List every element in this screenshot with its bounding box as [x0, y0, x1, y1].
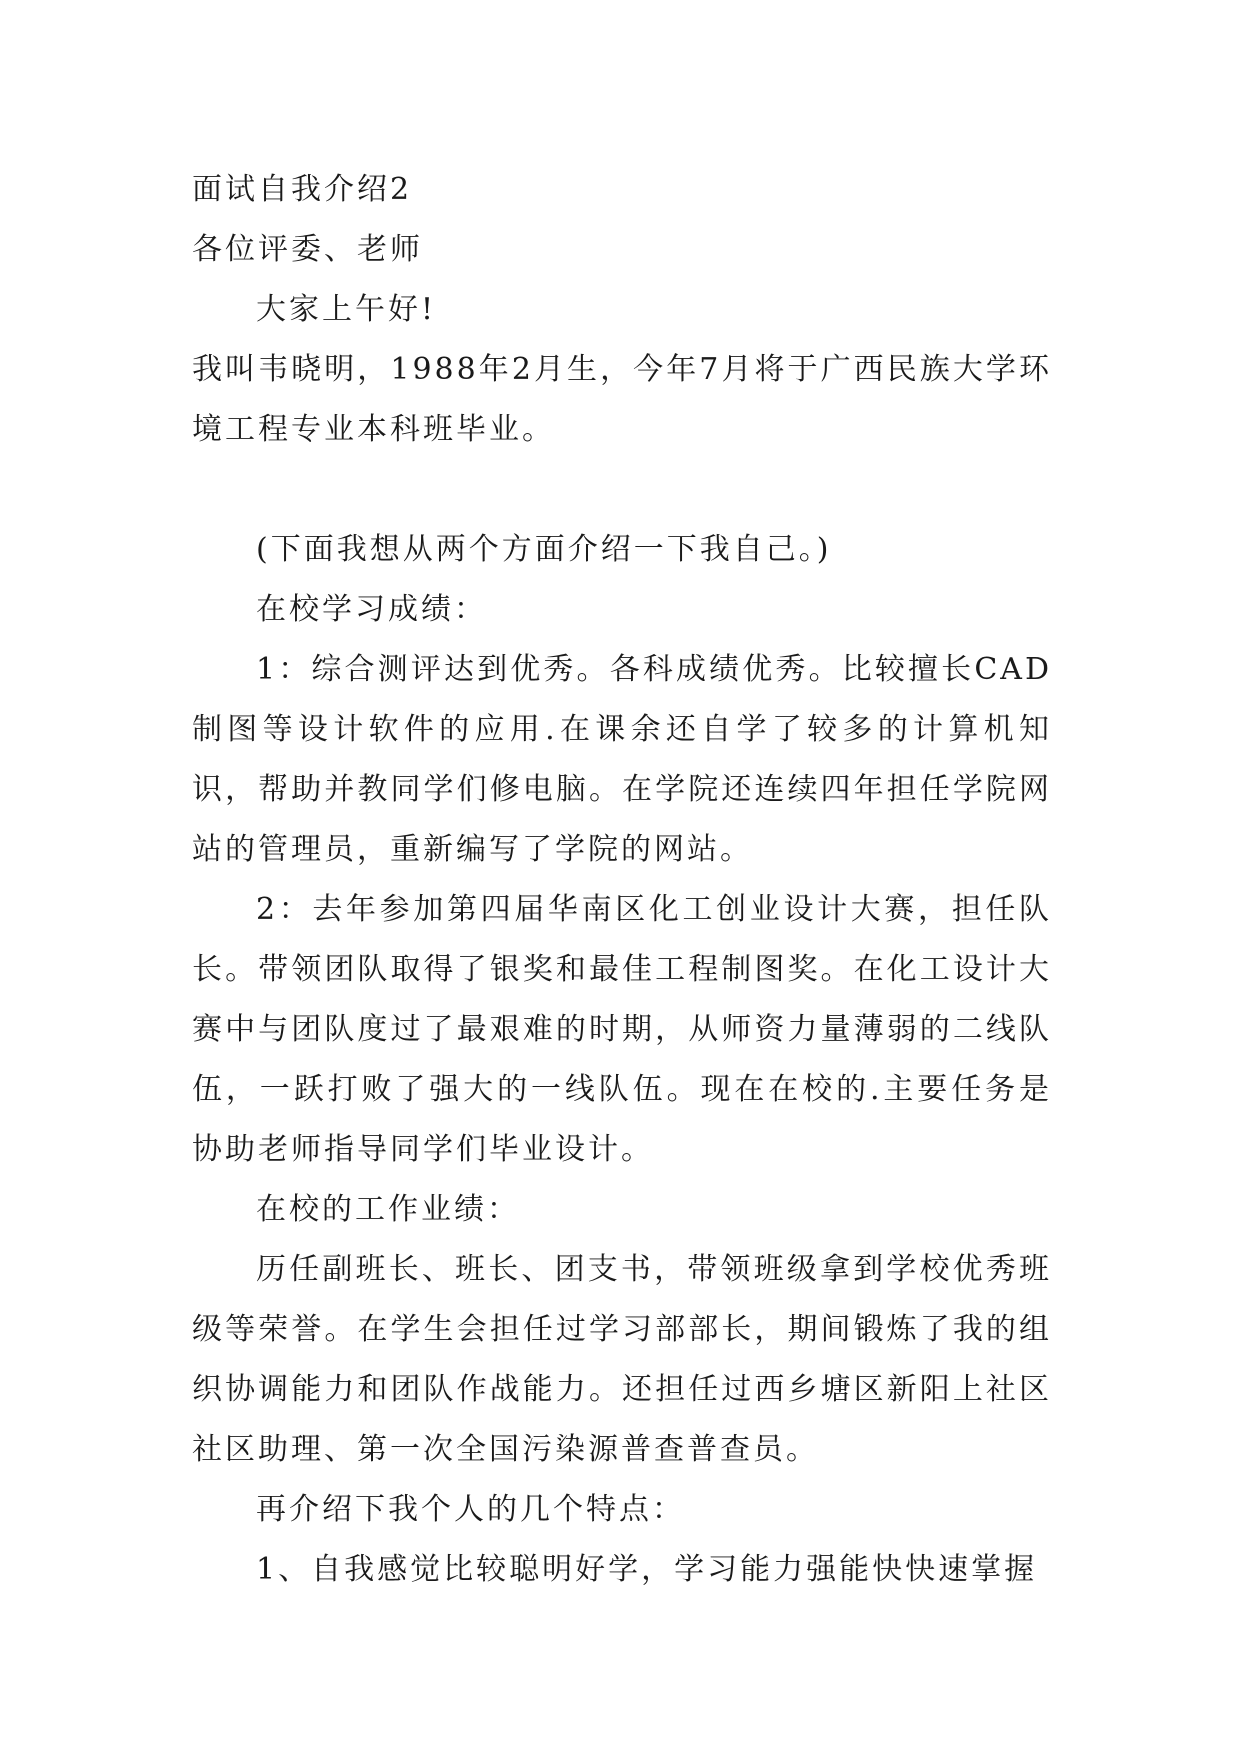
document-body	[192, 160, 1052, 1600]
study-item-1: 1：综合测评达到优秀。各科成绩优秀。比较擅长CAD制图等设计软件的应用.在课余还自学了较多的计算机知识，帮助并教同学们修电脑。在学院还连续四年担任学院网站的管理员，重新编写了学院的网站。	[192, 652, 1052, 867]
work-paragraph: 历任副班长、班长、团支书，带领班级拿到学校优秀班级等荣誉。在学生会担任过学习部部长，期间锻炼了我的组织协调能力和团队作战能力。还担任过西乡塘区新阳上社区社区助理、第一次全国污染源普查普查员。	[192, 1252, 1052, 1467]
traits-heading: 再介绍下我个人的几个特点：	[256, 1492, 685, 1527]
greeting: 大家上午好!	[256, 292, 437, 327]
salutation: 各位评委、老师	[192, 232, 423, 267]
document-title: 面试自我介绍2	[192, 172, 413, 207]
work-heading: 在校的工作业绩：	[256, 1192, 520, 1227]
study-heading: 在校学习成绩：	[256, 592, 487, 627]
intro-paragraph: 我叫韦晓明，1988年2月生，今年7月将于广西民族大学环境工程专业本科班毕业。	[192, 352, 1052, 447]
paragraph-spacer	[192, 460, 1052, 520]
outline-paragraph: (下面我想从两个方面介绍一下我自己。)	[256, 532, 832, 567]
traits-item-1: 1、自我感觉比较聪明好学，学习能力强能快快速掌握	[256, 1552, 1038, 1587]
study-item-2: 2：去年参加第四届华南区化工创业设计大赛，担任队长。带领团队取得了银奖和最佳工程制图奖。在化工设计大赛中与团队度过了最艰难的时期，从师资力量薄弱的二线队伍，一跃打败了强大的一线队伍。现在在校的.主要任务是协助老师指导同学们毕业设计。	[192, 892, 1052, 1167]
